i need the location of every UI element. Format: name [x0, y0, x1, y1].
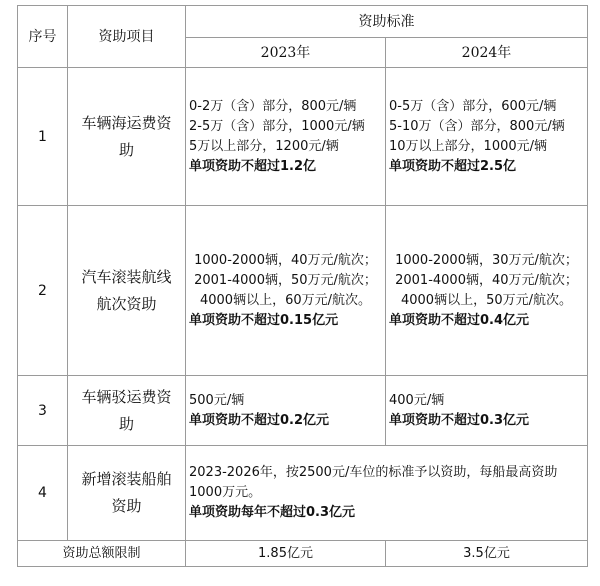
standard-line: 1000-2000辆，30万元/航次；: [395, 252, 578, 268]
standard-cap: 单项资助不超过0.15亿元: [189, 312, 339, 328]
standard-cap: 单项资助不超过0.4亿元: [389, 312, 530, 328]
header-year-2023: 2023年: [186, 38, 386, 68]
standard-2024: [386, 376, 588, 446]
table-row: [18, 206, 588, 376]
standard-line: 2023-2026年，按2500元/车位的标准予以资助，每船最高资助1000万元。: [189, 465, 558, 500]
subsidy-table-container: [17, 5, 587, 566]
table-row: [18, 446, 588, 541]
standard-line: 5万以上部分，1200元/辆: [189, 138, 339, 154]
standard-cap: 单项资助不超过1.2亿: [189, 158, 317, 174]
header-no: 序号: [18, 6, 68, 68]
standard-2023: [186, 376, 386, 446]
standard-line: 500元/辆: [189, 392, 245, 408]
row-number: 3: [18, 376, 68, 446]
standard-line: 2001-4000辆，40万元/航次；4000辆以上，50万元/航次。: [395, 272, 578, 308]
row-number: 1: [18, 68, 68, 206]
standard-line: 2001-4000辆，50万元/航次；4000辆以上，60万元/航次。: [194, 272, 377, 308]
table-row: [18, 68, 588, 206]
standard-line: 10万以上部分，1000元/辆: [389, 138, 548, 154]
project-name: 车辆驳运费资助: [68, 376, 186, 446]
total-row: [18, 541, 588, 567]
standard-2023: [186, 206, 386, 376]
table-row: [18, 376, 588, 446]
standard-line: 400元/辆: [389, 392, 445, 408]
standard-line: 0-5万（含）部分，600元/辆: [389, 98, 557, 114]
project-name: 车辆海运费资助: [68, 68, 186, 206]
total-2023: 1.85亿元: [186, 541, 386, 567]
standard-line: 5-10万（含）部分，800元/辆: [389, 118, 565, 134]
standard-cap: 单项资助不超过2.5亿: [389, 158, 517, 174]
standard-line: 2-5万（含）部分，1000元/辆: [189, 118, 365, 134]
project-name: 汽车滚装航线航次资助: [68, 206, 186, 376]
row-number: 4: [18, 446, 68, 541]
total-2024: 3.5亿元: [386, 541, 588, 567]
project-name: 新增滚装船舶资助: [68, 446, 186, 541]
standard-cap: 单项资助不超过0.2亿元: [189, 412, 330, 428]
standard-line: 1000-2000辆，40万元/航次；: [194, 252, 377, 268]
total-label: 资助总额限制: [18, 541, 186, 567]
header-standard: 资助标准: [186, 6, 588, 38]
header-project: 资助项目: [68, 6, 186, 68]
standard-cap: 单项资助不超过0.3亿元: [389, 412, 530, 428]
row-number: 2: [18, 206, 68, 376]
header-year-2024: 2024年: [386, 38, 588, 68]
standard-cap: 单项资助每年不超过0.3亿元: [189, 505, 356, 520]
header-row: [18, 6, 588, 38]
standard-2023: [186, 68, 386, 206]
standard-2024: [386, 68, 588, 206]
standard-2024: [386, 206, 588, 376]
subsidy-table: [17, 5, 588, 567]
standard-merged: [186, 446, 588, 541]
standard-line: 0-2万（含）部分，800元/辆: [189, 98, 357, 114]
